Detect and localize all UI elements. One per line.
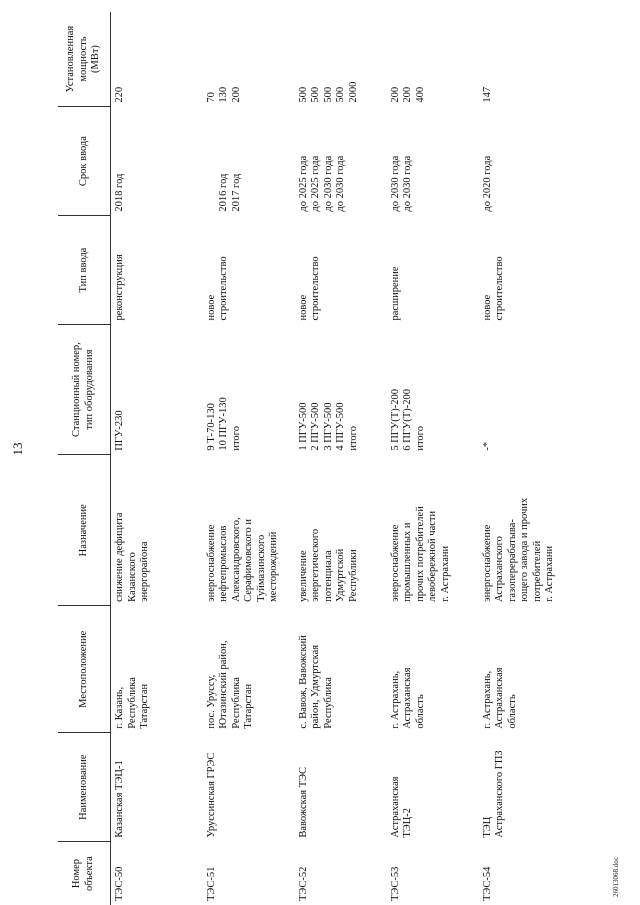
cell-purpose: увеличение энергетического потенциала Удмуртской Республики [297,528,359,602]
cell-capacity: 220 [114,86,125,103]
cell-capacity: 147 [481,86,493,103]
cell-equipment: 9 Т-70-130 10 ПГУ-130 итого [205,397,242,451]
cell-capacity: 500 500 500 500 2000 [297,81,359,103]
cell-location: г. Астрахань, Астраханская область [389,667,426,729]
table-row [203,12,295,905]
cell-input-date: до 2020 года [481,155,493,212]
cell-input-date: 2016 год 2017 год [218,173,242,212]
cell-input-type: расширение [389,266,401,321]
cell-name: Казанская ТЭЦ-1 [114,760,125,838]
header-name: Наименование [58,733,111,842]
cell-equipment: 1 ПГУ-500 2 ПГУ-500 3 ПГУ-500 4 ПГУ-500 итого [297,402,359,451]
header-purpose: Назначение [58,455,111,606]
cell-input-type: новое строительство [297,256,322,321]
cell-input-type: новое строительство [205,256,230,321]
cell-equipment: -* [481,441,493,451]
cell-purpose: энергоснабжение Астраханского газоперерабатыва- ющего завода и прочих потребителей г. Астрахани [481,497,556,602]
cell-input-type: реконструкция [114,254,125,321]
footer-document-code: 26013068.doc [612,857,620,897]
header-object-number: Номер объекта [58,842,111,905]
cell-purpose: энергоснабжение промышленных и прочих потребителей левобережной части г. Астрахани [389,506,451,602]
cell-name: ТЭЦ Астраханского ГПЗ [481,750,506,838]
cell-equipment: ПГУ-230 [114,410,125,451]
cell-name: Астраханская ТЭЦ-2 [389,776,414,838]
cell-input-type: новое строительство [481,256,506,321]
table-row [295,12,387,905]
cell-capacity: 70 130 200 [205,86,242,103]
header-location: Местоположение [58,606,111,733]
cell-input-date: до 2025 года до 2025 года до 2030 года до 2030 года [297,155,347,212]
table-row [479,12,571,905]
header-input-date: Срок ввода [58,107,111,216]
cell-object-number: ТЭС-53 [389,866,401,901]
header-equipment: Станционный номер, тип оборудования [58,325,111,455]
cell-purpose: снижение дефицита Казанского энергорайона [114,512,151,602]
cell-location: г. Казань, Республика Татарстан [114,677,151,729]
cell-object-number: ТЭС-52 [297,866,309,901]
cell-location: с. Вавож, Вавожский район, Удмуртская Республика [297,635,334,729]
cell-object-number: ТЭС-51 [205,866,217,901]
cell-capacity: 200 200 400 [389,86,426,103]
cell-purpose: энергоснабжение нефтепромыслов Александровского, Серафимовского и Туймазинского месторождений [205,517,280,602]
table-row [111,12,203,905]
cell-location: пос. Уруссу, Ютазинский район, Республика Татарстан [205,640,255,729]
cell-name: Уруссинская ГРЭС [205,752,217,838]
page-number: 13 [10,442,25,456]
cell-input-date: до 2030 года до 2030 года [389,155,414,212]
table-header-row [58,12,111,905]
cell-object-number: ТЭС-54 [481,866,493,901]
cell-location: г. Астрахань, Астраханская область [481,667,518,729]
header-input-type: Тип ввода [58,216,111,325]
cell-object-number: ТЭС-50 [114,866,125,901]
power-plants-table [58,12,571,905]
header-capacity: Установленная мощность (МВт) [58,12,111,107]
cell-equipment: 5 ПГУ(Т)-200 6 ПГУ(Т)-200 итого [389,389,426,451]
cell-name: Вавожская ТЭС [297,766,309,838]
table-row [387,12,479,905]
cell-input-date: 2018 год [114,173,125,212]
